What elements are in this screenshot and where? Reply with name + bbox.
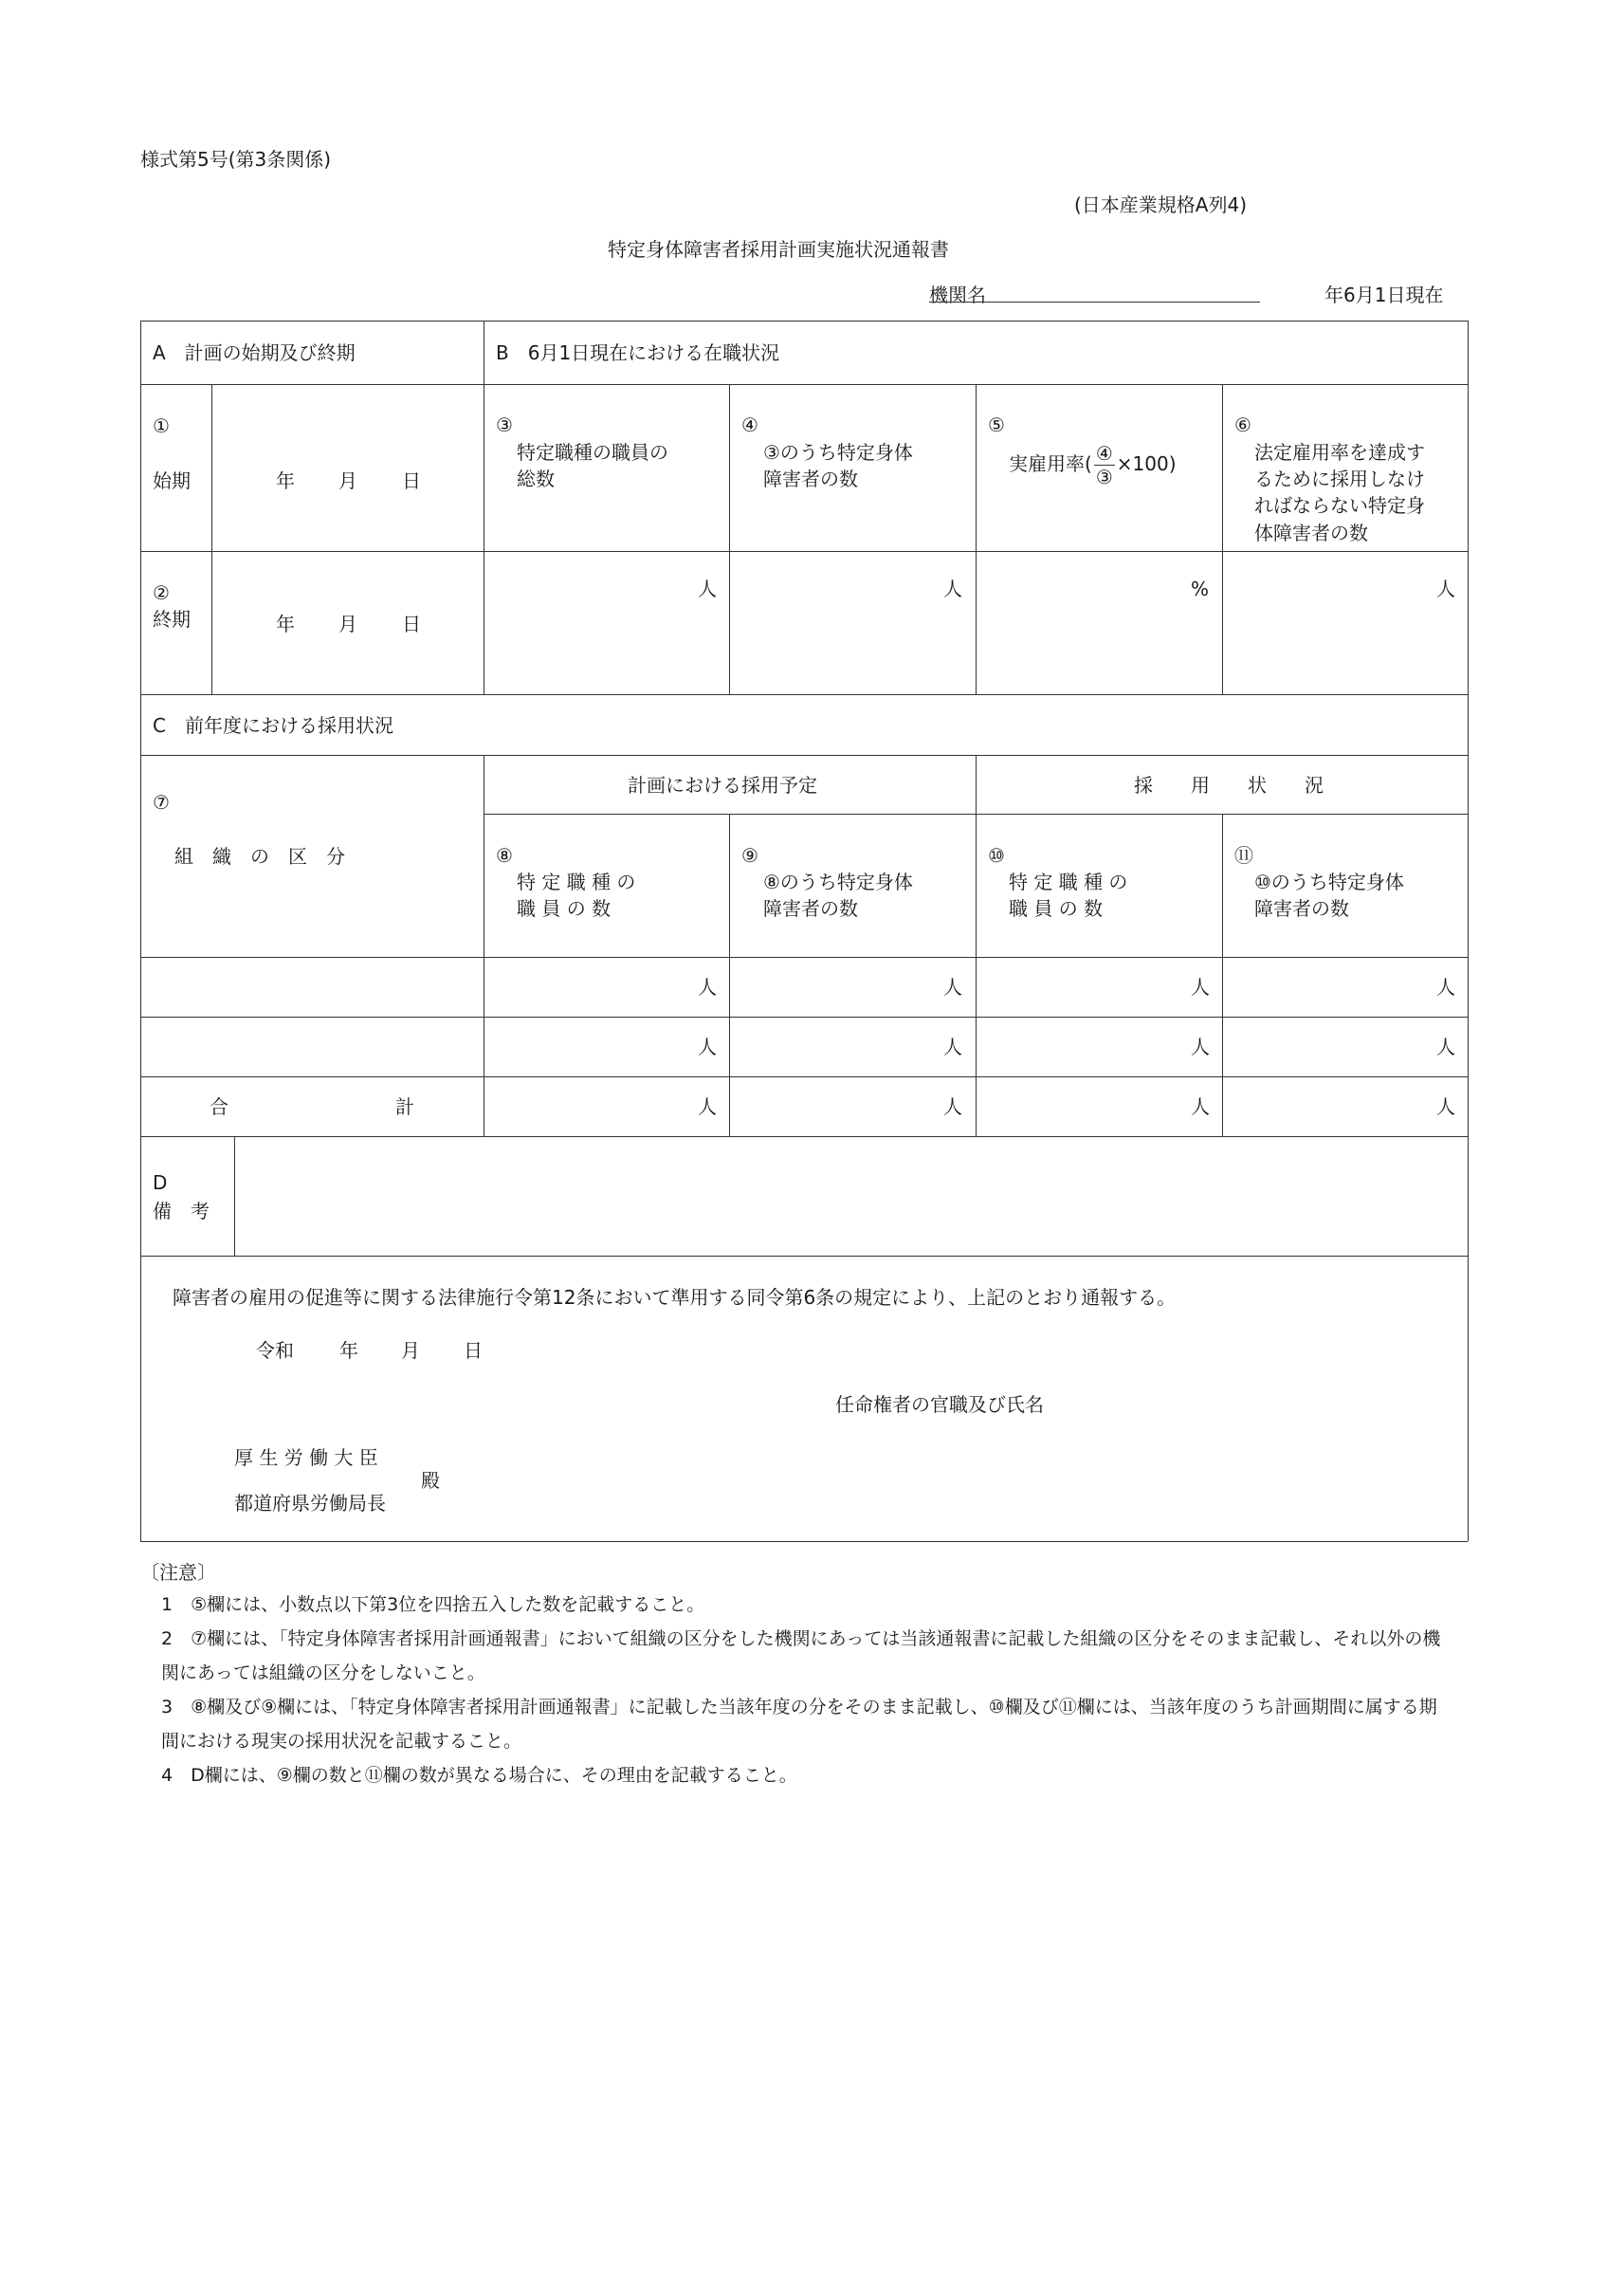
col3-unit: 人 <box>698 578 717 600</box>
declaration-statement: 障害者の雇用の促進等に関する法律施行令第12条において準用する同令第6条の規定により、上記のとおり通報する。 <box>173 1286 1177 1309</box>
planned-hiring-header: 計画における採用予定 <box>628 774 817 797</box>
appointer-title-label: 任命権者の官職及び氏名 <box>835 1393 1044 1416</box>
declaration-month-label: 月 <box>401 1339 420 1362</box>
appointer-name-field[interactable] <box>1067 1389 1446 1420</box>
col4-label-line1: ③のうち特定身体 <box>763 441 913 464</box>
col11-number: ⑪ <box>1234 844 1253 867</box>
recipient-minister: 厚 生 労 働 大 臣 <box>234 1446 378 1469</box>
end-day-label: 日 <box>402 613 421 635</box>
col8-number: ⑧ <box>496 844 513 867</box>
note-item: 1 ⑤欄には、小数点以下第3位を四捨五入した数を記載すること。 <box>161 1594 705 1615</box>
note-item: 3 ⑧欄及び⑨欄には、「特定身体障害者採用計画通報書」に記載した当該年度の分をそのまま記載し、⑩欄及び⑪欄には、当該年度のうち計画期間に属する期間における現実の採用状況を記載すること。 <box>161 1697 1437 1752</box>
col10-number: ⑩ <box>988 844 1005 867</box>
col8-total-unit: 人 <box>698 1095 717 1118</box>
start-label: 始期 <box>153 469 191 492</box>
declaration-year-label: 年 <box>339 1339 358 1362</box>
col4-number: ④ <box>741 413 758 436</box>
col6-number: ⑥ <box>1234 413 1251 436</box>
section-d-label: 備 考 <box>153 1200 210 1222</box>
col4-label-line2: 障害者の数 <box>763 468 858 490</box>
actual-hiring-header: 採 用 状 況 <box>1134 774 1324 797</box>
col8-label-line1: 特 定 職 種 の <box>517 871 636 893</box>
agency-name-label: 機関名 <box>929 284 986 306</box>
col6-label-line3: ればならない特定身 <box>1254 494 1425 517</box>
rate-denominator: ③ <box>1095 466 1113 488</box>
rate-prefix: 実雇用率 <box>1009 452 1085 475</box>
document-title: 特定身体障害者採用計画実施状況通報書 <box>608 238 949 261</box>
col4-unit: 人 <box>943 578 962 600</box>
end-label: 終期 <box>153 608 191 631</box>
col11-unit: 人 <box>1436 976 1455 999</box>
col8-unit: 人 <box>698 976 717 999</box>
col8-label-line2: 職 員 の 数 <box>517 897 612 920</box>
col3-number: ③ <box>496 413 513 436</box>
start-year-label: 年 <box>276 469 295 492</box>
col9-unit: 人 <box>943 976 962 999</box>
col10-label-line1: 特 定 職 種 の <box>1009 871 1128 893</box>
col6-unit: 人 <box>1436 578 1455 600</box>
recipient-honorific: 殿 <box>421 1469 440 1492</box>
as-of-date: 年6月1日現在 <box>1324 284 1444 306</box>
col10-label-line2: 職 員 の 数 <box>1009 897 1104 920</box>
col9-unit: 人 <box>943 1036 962 1058</box>
col6-label-line2: るために採用しなけ <box>1254 468 1425 490</box>
rate-multiplier: ×100 <box>1116 452 1169 475</box>
col9-label-line1: ⑧のうち特定身体 <box>763 871 913 893</box>
remarks-field[interactable] <box>237 1139 1466 1254</box>
col6-label-line1: 法定雇用率を達成す <box>1254 441 1425 464</box>
col10-total-unit: 人 <box>1191 1095 1210 1118</box>
notes-heading: 〔注意〕 <box>140 1561 216 1584</box>
rate-open-paren: ( <box>1085 452 1092 475</box>
agency-name-field[interactable] <box>929 302 1260 303</box>
start-day-label: 日 <box>402 469 421 492</box>
start-month-label: 月 <box>338 469 357 492</box>
total-label-right: 計 <box>395 1095 414 1118</box>
section-c-heading: C 前年度における採用状況 <box>153 714 393 737</box>
col3-label-line1: 特定職種の職員の <box>517 441 668 464</box>
paper-size-note: (日本産業規格A列4) <box>1074 193 1248 216</box>
recipient-labour-bureau: 都道府県労働局長 <box>234 1492 386 1515</box>
col5-unit: % <box>1191 578 1210 600</box>
form-number: 様式第5号(第3条関係) <box>140 148 332 171</box>
col9-label-line2: 障害者の数 <box>763 897 858 920</box>
actual-employment-rate-label <box>1009 444 1177 487</box>
rate-fraction <box>1094 444 1115 487</box>
col9-total-unit: 人 <box>943 1095 962 1118</box>
declaration-day-label: 日 <box>464 1339 483 1362</box>
end-number: ② <box>153 581 170 604</box>
col11-label-line1: ⑩のうち特定身体 <box>1254 871 1404 893</box>
col3-label-line2: 総数 <box>517 468 555 490</box>
end-year-label: 年 <box>276 613 295 635</box>
col10-unit: 人 <box>1191 976 1210 999</box>
rate-close-paren: ) <box>1168 452 1177 475</box>
col7-number: ⑦ <box>153 791 170 814</box>
note-item: 2 ⑦欄には、「特定身体障害者採用計画通報書」において組織の区分をした機関にあっては当該通報書に記載した組織の区分をそのまま記載し、それ以外の機関にあっては組織の区分をしないこと。 <box>161 1628 1441 1683</box>
note-item: 4 D欄には、⑨欄の数と⑪欄の数が異なる場合に、その理由を記載すること。 <box>161 1765 797 1786</box>
rate-numerator: ④ <box>1095 442 1113 465</box>
start-number: ① <box>153 414 170 437</box>
col8-unit: 人 <box>698 1036 717 1058</box>
col5-number: ⑤ <box>988 413 1005 436</box>
col10-unit: 人 <box>1191 1036 1210 1058</box>
col11-unit: 人 <box>1436 1036 1455 1058</box>
col11-label-line2: 障害者の数 <box>1254 897 1349 920</box>
col6-label-line4: 体障害者の数 <box>1254 522 1368 544</box>
col9-number: ⑨ <box>741 844 758 867</box>
section-a-heading: A 計画の始期及び終期 <box>153 341 356 364</box>
col11-total-unit: 人 <box>1436 1095 1455 1118</box>
era-label: 令和 <box>256 1339 294 1362</box>
total-label-left: 合 <box>210 1095 228 1118</box>
section-b-heading: B 6月1日現在における在職状況 <box>496 341 780 364</box>
end-month-label: 月 <box>338 613 357 635</box>
col7-label: 組 織 の 区 分 <box>174 845 345 868</box>
section-d-letter: D <box>153 1171 168 1194</box>
